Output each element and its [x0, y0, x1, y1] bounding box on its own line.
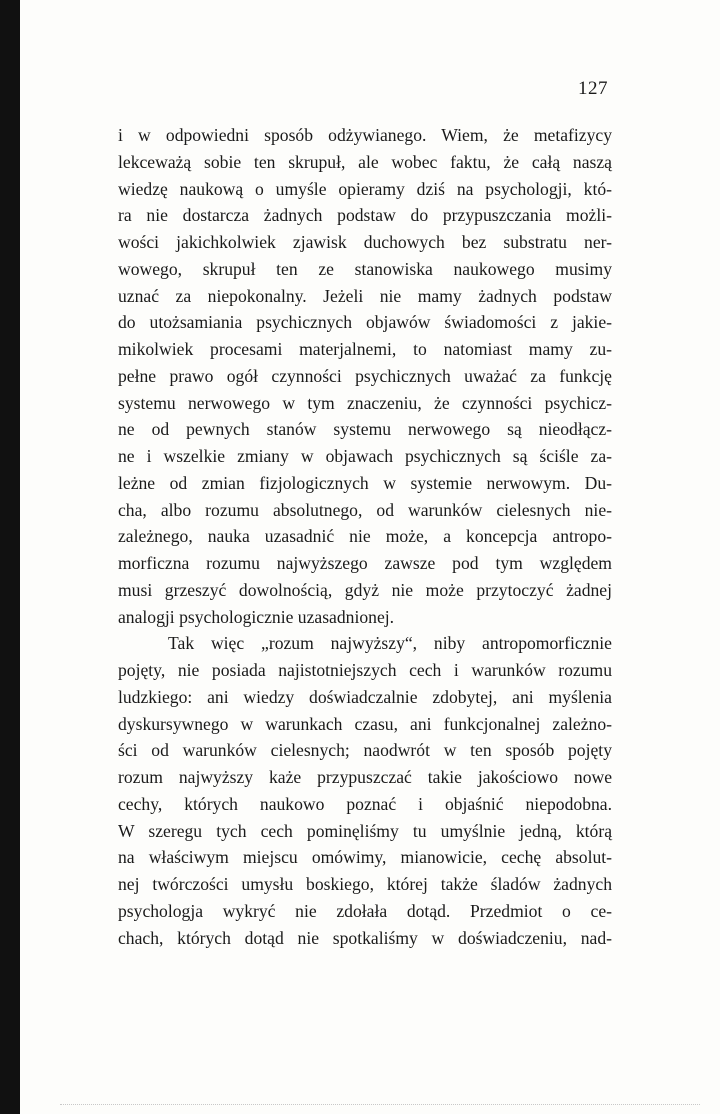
text-line: rozum najwyższy każe przypuszczać takie jakościowo nowe	[118, 767, 612, 787]
text-line: morficzna rozumu najwyższego zawsze pod tym względem	[118, 553, 612, 573]
text-line: dyskursywnego w warunkach czasu, ani funkcjonalnej zależno-	[118, 713, 612, 734]
text-line: wiedzę naukową o umyśle opieramy dziś na psychologji, któ-	[118, 178, 612, 199]
text-line: analogji psychologicznie uzasadnionej.	[118, 606, 395, 627]
text-line: cha, albo rozumu absolutnego, od warunków cielesnych nie-	[118, 499, 612, 520]
body-text	[118, 122, 612, 951]
text-line: do utożsamiania psychicznych objawów świadomości z jakie-	[118, 312, 612, 333]
text-line: psychologja wykryć nie zdołała dotąd. Przedmiot o ce-	[118, 900, 612, 921]
text-line: uznać za niepokonalny. Jeżeli nie mamy żadnych podstaw	[118, 285, 612, 306]
text-line: ludzkiego: ani wiedzy doświadczalnie zdobytej, ani myślenia	[118, 686, 612, 707]
text-line: nej twórczości umysłu boskiego, której także śladów żadnych	[118, 874, 612, 894]
paragraph-2	[118, 630, 612, 951]
text-line: Tak więc „rozum najwyższy“, niby antropomorficznie	[168, 633, 612, 654]
text-line: ne i wszelkie zmiany w objawach psychicznych są ściśle za-	[118, 446, 612, 466]
text-line: zależnego, nauka uzasadnić nie może, a koncepcja antropo-	[118, 526, 612, 547]
text-line: systemu nerwowego w tym znaczeniu, że czynności psychicz-	[118, 392, 612, 413]
text-line: ne od pewnych stanów systemu nerwowego są nieodłącz-	[118, 419, 612, 440]
text-line: pojęty, nie posiada najistotniejszych cech i warunków rozumu	[118, 660, 612, 680]
text-line: cechy, których naukowo poznać i objaśnić niepodobna.	[118, 793, 612, 814]
text-line: wowego, skrupuł ten ze stanowiska naukowego musimy	[118, 258, 612, 279]
text-line: musi grzeszyć dowolnością, gdyż nie może przytoczyć żadnej	[118, 579, 612, 600]
scan-noise	[60, 1104, 700, 1106]
text-line: mikolwiek procesami materjalnemi, to natomiast mamy zu-	[118, 339, 612, 359]
text-line: lekceważą sobie ten skrupuł, ale wobec faktu, że całą naszą	[118, 151, 612, 172]
paragraph-1	[118, 122, 612, 630]
binding-edge	[0, 0, 20, 1114]
text-line: i w odpowiedni sposób odżywianego. Wiem, że metafizycy	[118, 125, 612, 145]
text-line: leżne od zmian fizjologicznych w systemie nerwowym. Du-	[118, 472, 612, 493]
text-line: wości jakichkolwiek zjawisk duchowych bez substratu ner-	[118, 232, 612, 252]
text-line: ści od warunków cielesnych; naodwrót w ten sposób pojęty	[118, 740, 612, 761]
text-line: pełne prawo ogół czynności psychicznych uważać za funkcję	[118, 365, 612, 386]
text-line: W szeregu tych cech pominęliśmy tu umyślnie jedną, którą	[118, 820, 612, 841]
text-line: chach, których dotąd nie spotkaliśmy w doświadczeniu, nad-	[118, 927, 612, 948]
text-line: ra nie dostarcza żadnych podstaw do przypuszczania możli-	[118, 205, 612, 226]
page-number: 127	[578, 78, 608, 99]
text-line: na właściwym miejscu omówimy, mianowicie, cechę absolut-	[118, 847, 612, 868]
